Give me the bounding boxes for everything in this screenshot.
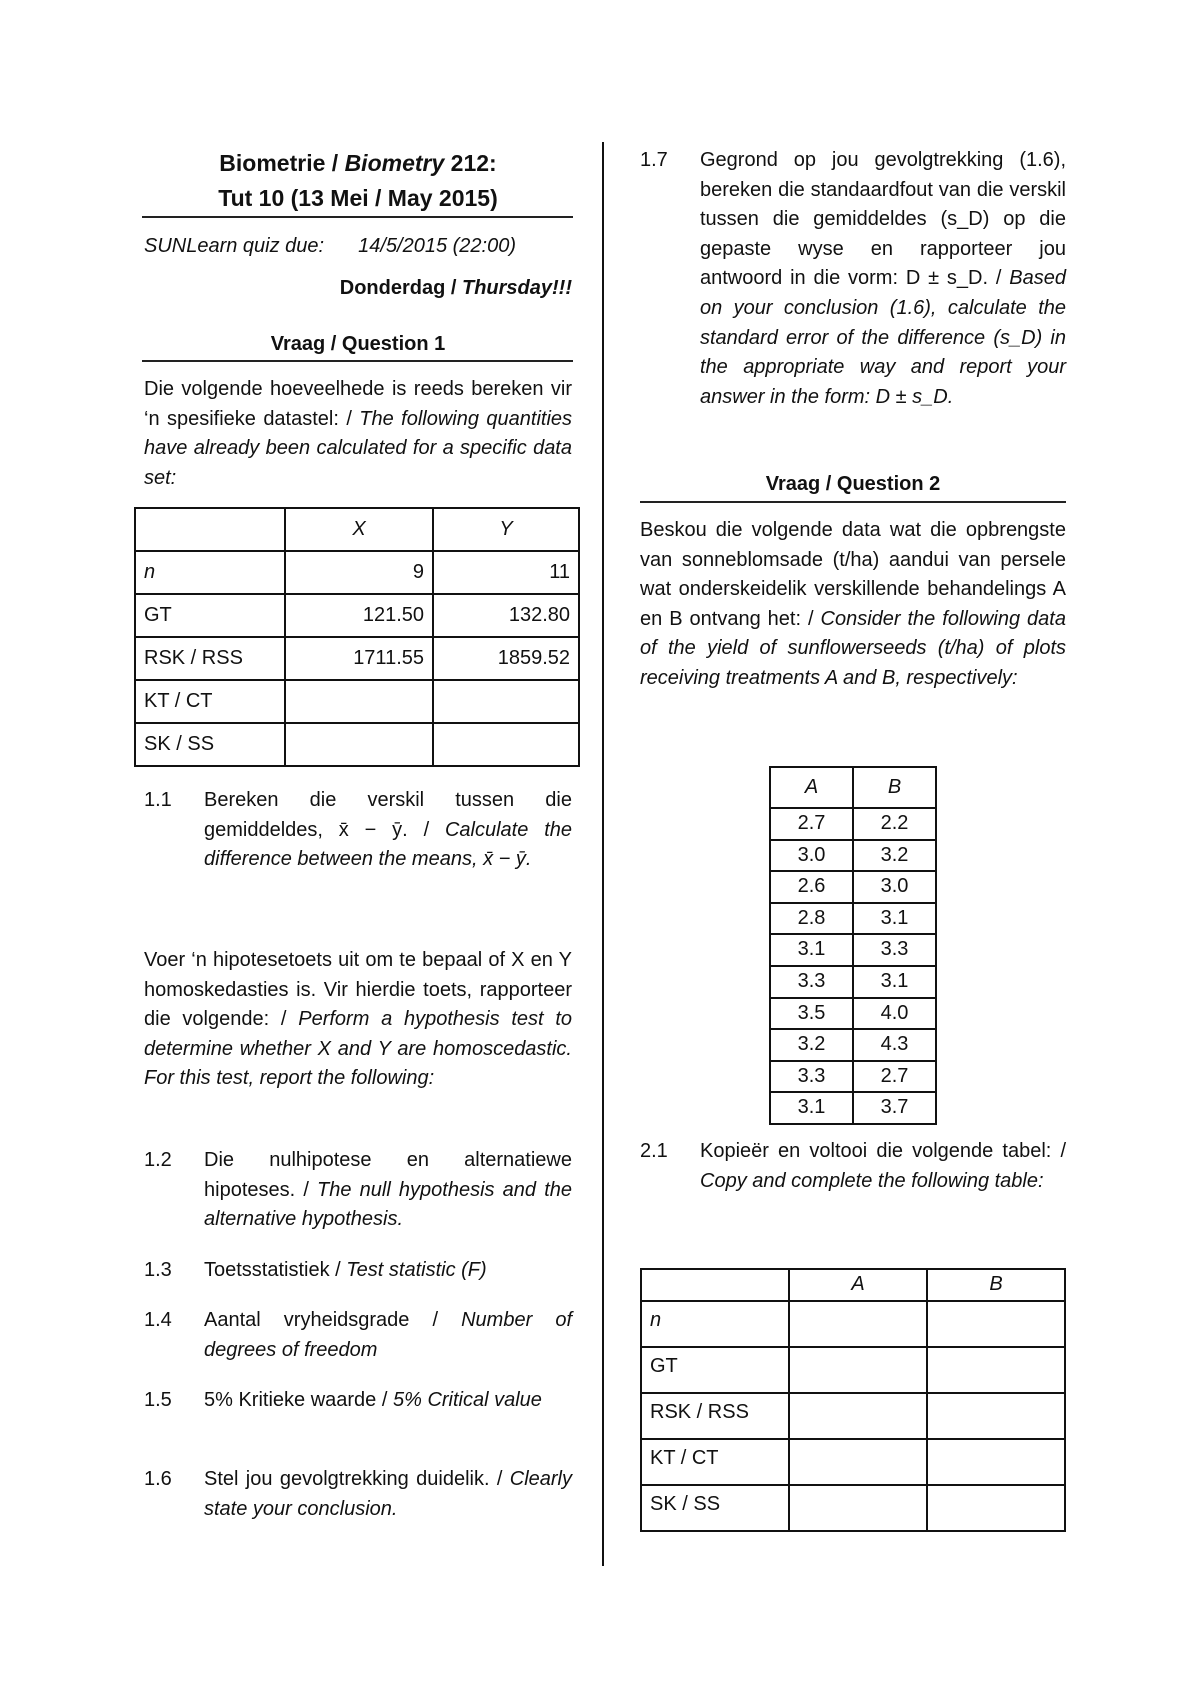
table-header-row: A B — [641, 1269, 1065, 1301]
data-cell: 2.6 — [770, 871, 853, 903]
table-row — [770, 840, 936, 872]
quiz-due: SUNLearn quiz due: 14/5/2015 (22:00) — [144, 235, 517, 257]
data-cell: 3.5 — [770, 998, 853, 1030]
item-1-2: 1.2 Die nulhipotese en alternatiewe hipoteses. / The null hypothesis and the alternative hypothesis. — [144, 1149, 573, 1231]
data-cell: 3.7 — [853, 1092, 936, 1124]
data-cell: 3.2 — [853, 840, 936, 872]
q2-rule — [640, 501, 1066, 503]
data-cell: 3.3 — [853, 934, 936, 966]
q2-answer-table — [640, 1268, 1066, 1532]
yield-data-table — [769, 766, 937, 1125]
q2-intro: Beskou die volgende data wat die opbrengste van sonneblomsade (t/ha) aandui van persele wat onderskeidelik verskillende behandelings A en B ontvang het: / Consider the following data of the yield of sunflowerseeds (t/ha) of plots receiving treatments A and B, respectively: — [640, 519, 1066, 689]
data-cell: 3.1 — [853, 903, 936, 935]
data-cell: 2.8 — [770, 903, 853, 935]
item-1-6: 1.6 Stel jou gevolgtrekking duidelik. / Clearly state your conclusion. — [144, 1468, 572, 1520]
table-row — [770, 808, 936, 840]
table-row — [770, 934, 936, 966]
column-divider — [602, 142, 604, 1566]
data-cell: 3.3 — [770, 966, 853, 998]
data-cell: 2.2 — [853, 808, 936, 840]
table-row: KT / CT — [135, 680, 579, 723]
data-cell: 3.1 — [853, 966, 936, 998]
table-header-row: A B — [770, 767, 936, 808]
item-2-1: 2.1 Kopieër en voltooi die volgende tabel: / Copy and complete the following table: — [640, 1140, 1066, 1192]
data-cell: 3.0 — [853, 871, 936, 903]
data-cell: 3.2 — [770, 1029, 853, 1061]
data-cell: 3.1 — [770, 934, 853, 966]
table-row — [770, 998, 936, 1030]
question-2-heading: Vraag / Question 2 — [765, 473, 941, 495]
table-row — [770, 966, 936, 998]
table-row: KT / CT — [641, 1439, 1065, 1485]
title-rule — [142, 216, 573, 218]
hypothesis-intro: Voer ‘n hipotesetoets uit om te bepaal of X en Y homoskedasties is. Vir hierdie toets, rapporteer die volgende: / Perform a hypothesis test to determine whether X and Y are homoscedastic. For this test, report the following: — [144, 949, 572, 1090]
item-1-3: 1.3 Toetsstatistiek / Test statistic (F) — [144, 1259, 487, 1281]
table-row — [770, 871, 936, 903]
document-title: Biometrie / Biometry 212: Tut 10 (13 Mei / May 2015) — [218, 150, 498, 211]
data-cell: 4.3 — [853, 1029, 936, 1061]
question-1-heading: Vraag / Question 1 — [270, 333, 446, 355]
q1-intro: Die volgende hoeveelhede is reeds bereken vir ‘n spesifieke datastel: / The following quantities have already been calculated for a specific data set: — [144, 378, 573, 489]
table-header-row: X Y — [135, 508, 579, 551]
item-1-5: 1.5 5% Kritieke waarde / 5% Critical value — [144, 1389, 542, 1411]
table-row: n 9 11 — [135, 551, 579, 594]
data-cell: 4.0 — [853, 998, 936, 1030]
table-row: RSK / RSS — [641, 1393, 1065, 1439]
data-cell: 2.7 — [770, 808, 853, 840]
data-cell: 3.0 — [770, 840, 853, 872]
data-cell: 2.7 — [853, 1061, 936, 1093]
q1-table — [134, 507, 580, 767]
table-row — [770, 903, 936, 935]
table-row: GT 121.50 132.80 — [135, 594, 579, 637]
table-row — [770, 1029, 936, 1061]
item-1-4: 1.4 Aantal vryheidsgrade / Number of degrees of freedom — [144, 1309, 572, 1361]
table-row: GT — [641, 1347, 1065, 1393]
table-row — [770, 1092, 936, 1124]
item-1-7: 1.7 Gegrond op jou gevolgtrekking (1.6), bereken die standaardfout van die verskil tussen die gemiddeldes (s_D) op die gepaste wyse en rapporteer jou antwoord in die vorm: D ± s_D. / Based on your conclusion (1.6), calculate the standard error of the difference (s_D) in the appropriate way and report your answer in the form: D ± s_D. — [640, 149, 1066, 408]
table-row: SK / SS — [135, 723, 579, 766]
table-row: n — [641, 1301, 1065, 1347]
due-day: Donderdag / Thursday!!! — [339, 277, 572, 299]
data-cell: 3.1 — [770, 1092, 853, 1124]
item-1-1: 1.1 Bereken die verskil tussen die gemiddeldes, x̄ − ȳ. / Calculate the difference between the means, x̄ − ȳ. — [144, 789, 572, 871]
q1-rule — [142, 360, 573, 362]
data-cell: 3.3 — [770, 1061, 853, 1093]
table-row — [770, 1061, 936, 1093]
table-row: SK / SS — [641, 1485, 1065, 1531]
table-row: RSK / RSS 1711.55 1859.52 — [135, 637, 579, 680]
